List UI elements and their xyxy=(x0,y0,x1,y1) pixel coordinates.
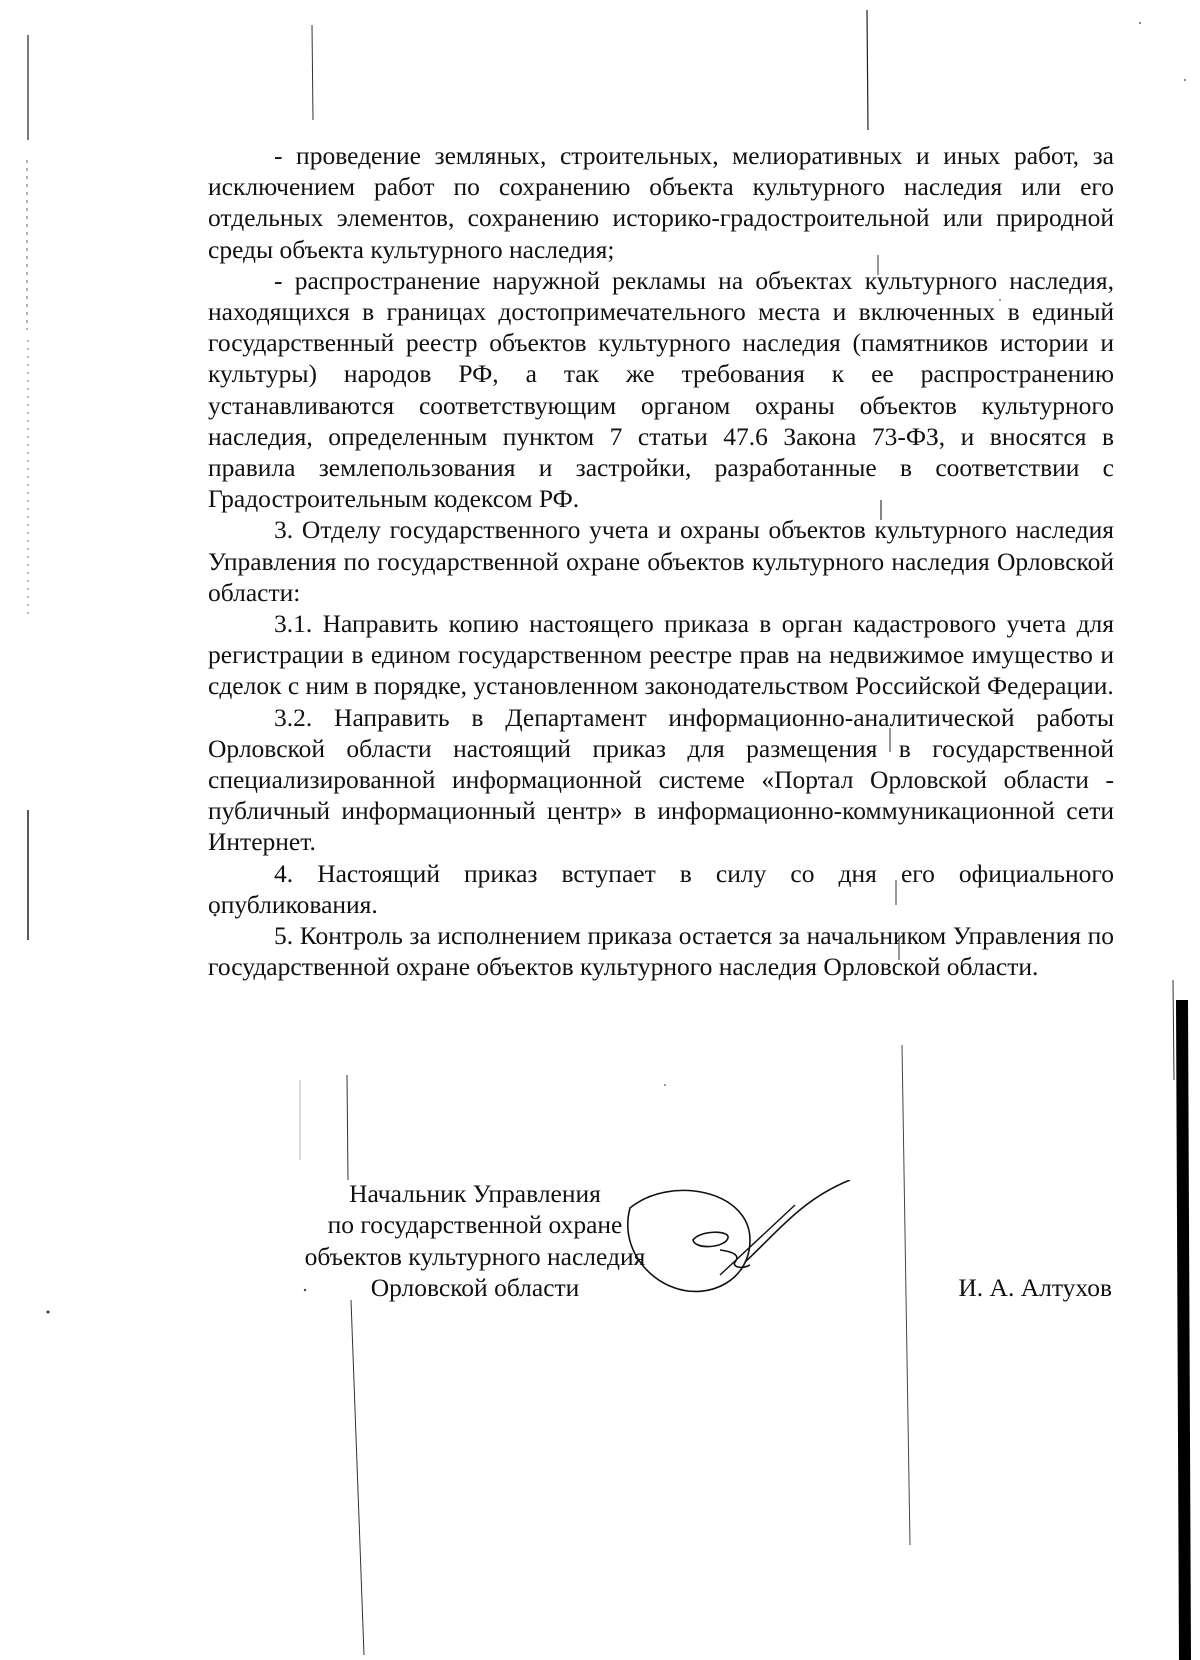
signer-name: И. А. Алтухов xyxy=(958,1273,1112,1302)
paragraph-outdoor-advertising: - распространение наружной рекламы на объектах культурного наследия, находящихся в границах достопримечательного места и включенных в единый государственный реестр объектов культурного наследия (памятников истории и культуры) народов РФ, а так же требования к ее распространению устанавливаются соответствующим органом охраны объектов культурного наследия, определенным пунктом 7 статьи 47.6 Закона 73-ФЗ, и вносятся в правила землепользования и застройки, разработанные в соответствии с Градостроительным кодексом РФ. xyxy=(208,265,1114,514)
paragraph-item-3-2: 3.2. Направить в Департамент информационно-аналитической работы Орловской области настоящий приказ для размещения в государственной специализированной информационной системе «Портал Орловской области - публичный информационный центр» в информационно-коммуникационной сети Интернет. xyxy=(208,702,1114,857)
handwritten-signature-icon xyxy=(600,1180,860,1310)
position-line: по государственной охране xyxy=(327,1210,623,1240)
position-line: Орловской области xyxy=(370,1273,580,1303)
paragraph-item-3: 3. Отделу государственного учета и охраны объектов культурного наследия Управления по государственной охране объектов культурного наследия Орловской области: xyxy=(208,515,1114,607)
paragraph-item-3-1: 3.1. Направить копию настоящего приказа в орган кадастрового учета для регистрации в едином государственном реестре прав на недвижимое имущество и сделок с ним в порядке, установленном законодательством Российской Федерации. xyxy=(208,609,1114,701)
paragraph-earthworks: - проведение земляных, строительных, мелиоративных и иных работ, за исключением работ по сохранению объекта культурного наследия или его отдельных элементов, сохранению историко-градостроительной или природной среды объекта культурного наследия; xyxy=(208,141,1114,264)
document-body xyxy=(208,140,1114,982)
paragraph-item-5: 5. Контроль за исполнением приказа остается за начальником Управления по государственной охране объектов культурного наследия Орловской области. xyxy=(208,921,1114,982)
paragraph-item-4: 4. Настоящий приказ вступает в силу со дня его официального опубликования. xyxy=(208,858,1114,919)
position-line: объектов культурного наследия xyxy=(304,1241,646,1271)
position-line: Начальник Управления xyxy=(349,1179,601,1208)
